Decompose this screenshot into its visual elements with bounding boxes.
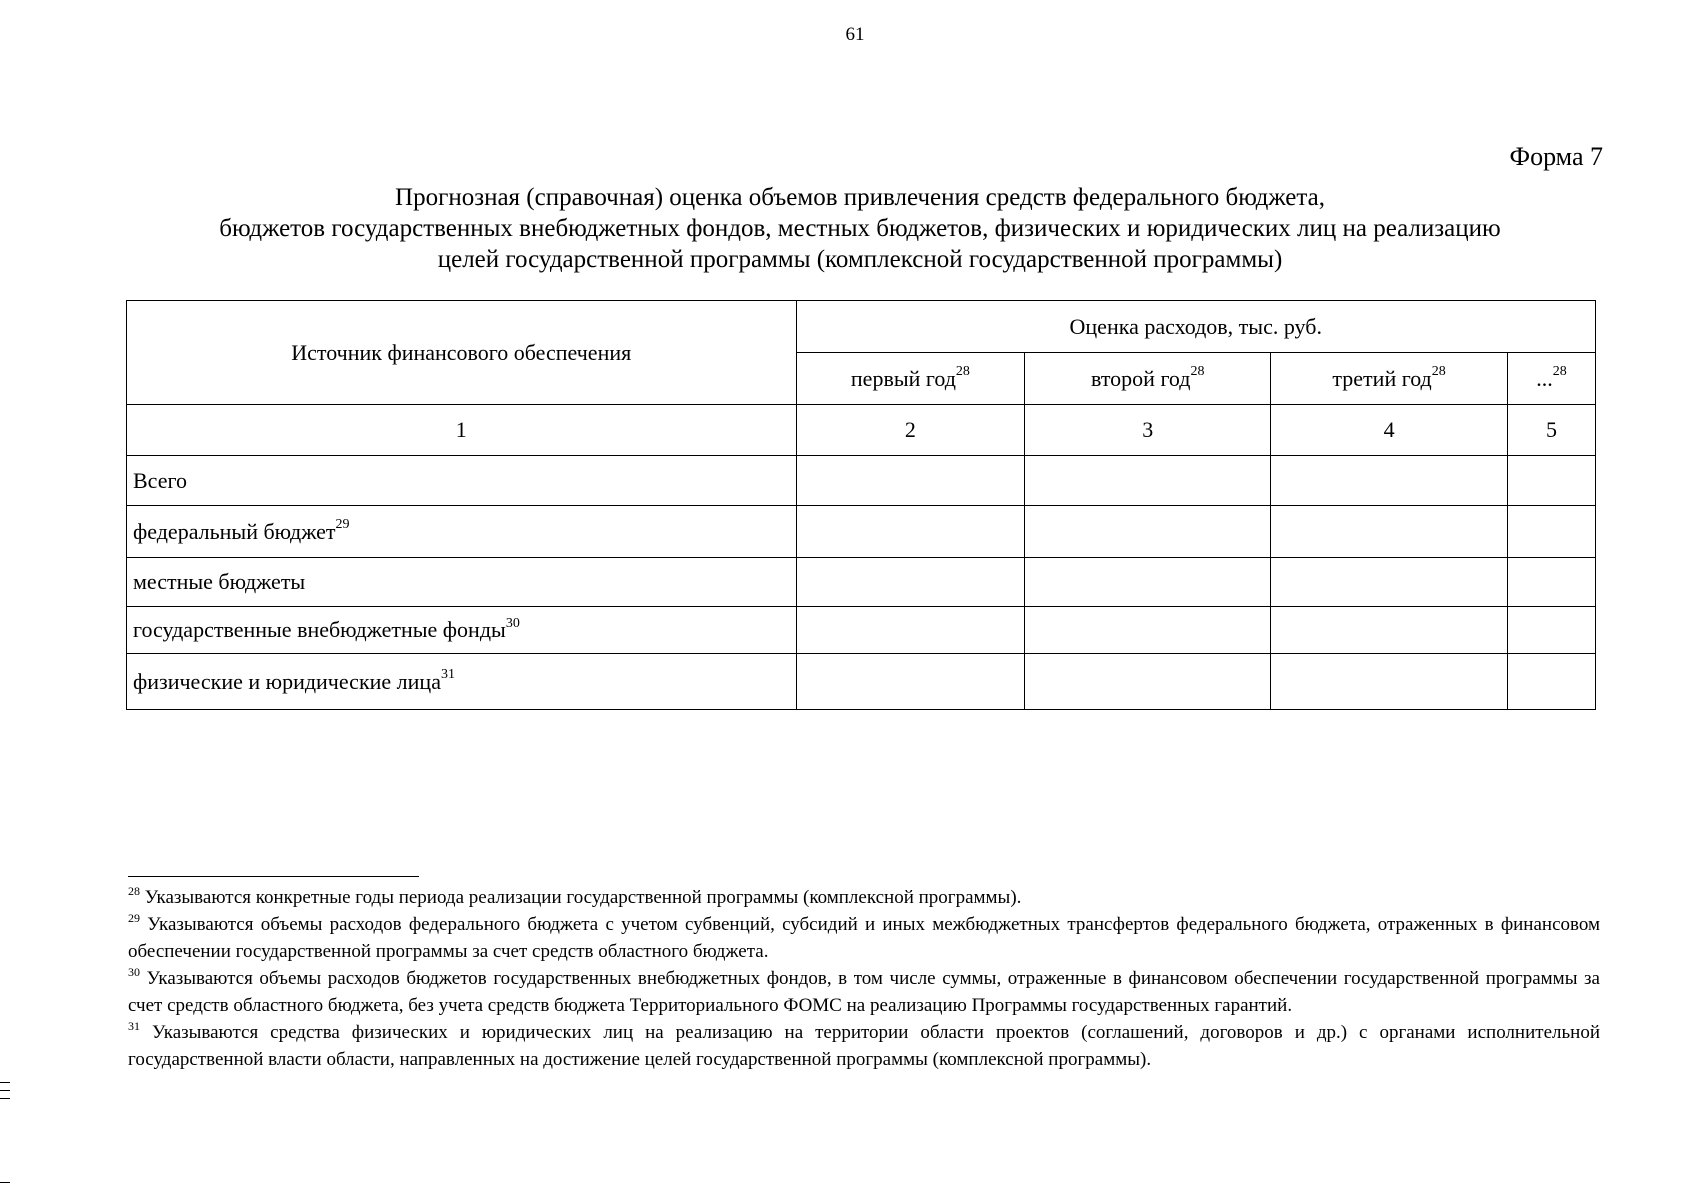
- value-cell: [796, 607, 1025, 654]
- table-row: [127, 506, 1596, 558]
- value-cell: [1508, 506, 1596, 558]
- column-number: 5: [1508, 405, 1596, 456]
- row-label: государственные внебюджетные фонды$^{30}$: [127, 607, 797, 654]
- row-label: местные бюджеты: [127, 558, 797, 607]
- header-year-1: первый год$^{28}$: [796, 353, 1025, 405]
- value-cell: [1271, 607, 1508, 654]
- row-label: федеральный бюджет$^{29}$: [127, 506, 797, 558]
- header-year-3: третий год$^{28}$: [1271, 353, 1508, 405]
- value-cell: [796, 558, 1025, 607]
- header-estimate: Оценка расходов, тыс. руб.: [796, 301, 1596, 353]
- form-label: Форма 7: [1509, 142, 1603, 171]
- page-number: 61: [845, 24, 865, 45]
- value-cell: [1508, 558, 1596, 607]
- value-cell: [1025, 607, 1271, 654]
- table-row: [127, 558, 1596, 607]
- value-cell: [1025, 456, 1271, 506]
- footnote-31: $^{31}$ Указываются средства физических и юридических лиц на реализацию на территории области проектов (соглашений, договоров и др.) с органами исполнительной государственной власти области, направленных на достижение целей государственной программы (комплексной программы).: [128, 1018, 1600, 1070]
- value-cell: [1025, 558, 1271, 607]
- row-label: физические и юридические лица$^{31}$: [127, 654, 797, 710]
- scan-edge-mark: [0, 1098, 10, 1099]
- scan-edge-mark: [0, 1090, 10, 1091]
- value-cell: [1271, 456, 1508, 506]
- value-cell: [796, 506, 1025, 558]
- value-cell: [796, 654, 1025, 710]
- value-cell: [1025, 506, 1271, 558]
- value-cell: [796, 456, 1025, 506]
- document-title: [120, 182, 1600, 275]
- table-row: [127, 654, 1596, 710]
- value-cell: [1508, 654, 1596, 710]
- footnote-separator: [128, 876, 419, 877]
- column-number: 3: [1025, 405, 1271, 456]
- header-year-more: ...$^{28}$: [1508, 353, 1596, 405]
- footnote-30: $^{30}$ Указываются объемы расходов бюджетов государственных внебюджетных фондов, в том числе суммы, отраженные в финансовом обеспечении государственной программы за счет средств областного бюджета, без учета средств бюджета Территориального ФОМС на реализацию Программы государственных гарантий.: [128, 964, 1600, 1016]
- row-label: Всего: [127, 456, 797, 506]
- column-number: 1: [127, 405, 797, 456]
- column-number: 4: [1271, 405, 1508, 456]
- funding-table: [126, 300, 1596, 710]
- table-row: [127, 607, 1596, 654]
- scan-edge-mark: [0, 1182, 10, 1183]
- value-cell: [1271, 558, 1508, 607]
- title-line-3: целей государственной программы (комплексной государственной программы): [437, 246, 1283, 273]
- footnotes: [128, 884, 1600, 1073]
- column-number: 2: [796, 405, 1025, 456]
- value-cell: [1508, 607, 1596, 654]
- value-cell: [1508, 456, 1596, 506]
- value-cell: [1271, 654, 1508, 710]
- column-number-row: [127, 405, 1596, 456]
- table-row: [127, 456, 1596, 506]
- header-year-2: второй год$^{28}$: [1025, 353, 1271, 405]
- header-source: Источник финансового обеспечения: [127, 301, 797, 405]
- footnote-29: $^{29}$ Указываются объемы расходов федерального бюджета с учетом субвенций, субсидий и иных межбюджетных трансфертов федерального бюджета, отраженных в финансовом обеспечении государственной программы за счет средств областного бюджета.: [128, 910, 1601, 962]
- title-line-1: Прогнозная (справочная) оценка объемов привлечения средств федерального бюджета,: [395, 184, 1325, 211]
- footnote-28: $^{28}$ Указываются конкретные годы периода реализации государственной программы (комплексной программы).: [128, 883, 1022, 908]
- value-cell: [1025, 654, 1271, 710]
- value-cell: [1271, 506, 1508, 558]
- scan-edge-mark: [0, 1082, 10, 1083]
- title-line-2: бюджетов государственных внебюджетных фондов, местных бюджетов, физических и юридических лиц на реализацию: [219, 215, 1501, 242]
